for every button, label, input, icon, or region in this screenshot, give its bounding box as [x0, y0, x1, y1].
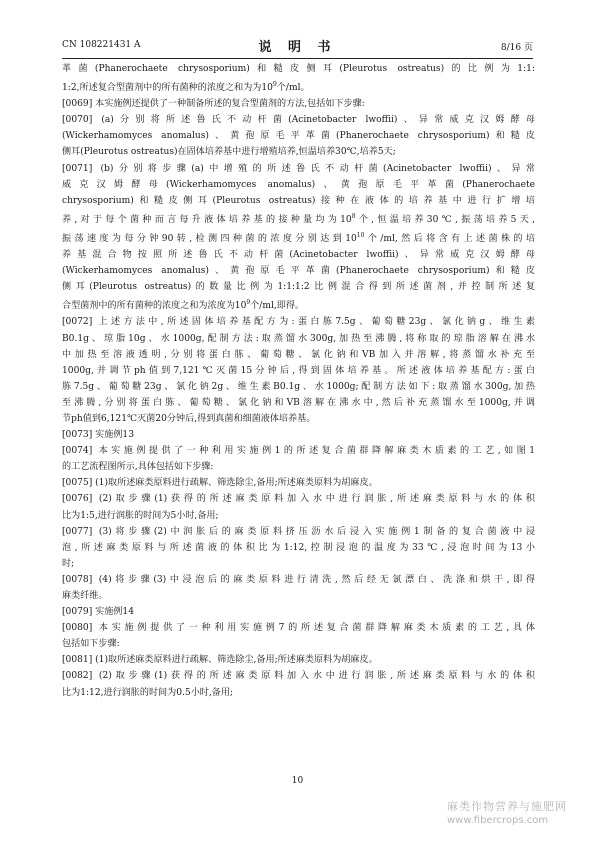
line-text: 胨7.5g、葡萄糖23g、氯化钠2g、维生素B0.1g、水1000g;配制方法如下:取蒸馏水300g,加热 — [62, 381, 535, 392]
line-text: [0073] 实施例13 — [62, 430, 134, 441]
line-text: 威克汉姆酵母(Wickerhamomyces anomalus)、黄孢原毛平革菌(Phanerochaete — [62, 179, 535, 190]
header-divider — [62, 58, 533, 59]
text-line — [62, 620, 535, 636]
line-text-continued: 个/ml。 — [276, 83, 310, 94]
superscript-exponent: 9 — [246, 299, 251, 307]
text-line — [62, 556, 535, 572]
text-line — [62, 177, 535, 193]
text-line — [62, 379, 535, 395]
line-text: [0082] (2)取步骤(1)获得的所述麻类原料加入水中进行润胀,所述麻类原料与水的体积 — [62, 671, 535, 682]
line-text: 侧耳(Pleurotus ostreatus)在固体培养基中进行增殖培养,恒温培养30℃,培养5天; — [62, 147, 396, 158]
text-line — [62, 247, 535, 263]
text-line — [62, 588, 535, 604]
line-text: B0.1g、琼脂10g、水1000g,配制方法:取蒸馏水300g,加热至沸腾,将称取的琼脂溶解在沸水 — [62, 333, 535, 344]
line-text: 革菌(Phanerochaete chrysosporium)和糙皮侧耳(Pleurotus ostreatus)的比例为1:1: — [62, 64, 535, 74]
line-text: (Wickerhamomyces anomalus)、黄孢原毛平革菌(Phanerochaete chrysosporium)和糙皮 — [62, 131, 535, 142]
line-text-continued: 个,恒温培养30℃,振荡培养5天, — [355, 214, 535, 225]
text-line — [62, 508, 535, 524]
superscript-exponent: 9 — [272, 81, 277, 89]
line-text: [0077] (3)将步骤(2)中润胀后的麻类原料挤压沥水后浸入实施例1制备的复合菌液中浸 — [62, 526, 535, 537]
text-line — [62, 652, 535, 668]
line-text: [0078] (4)将步骤(3)中浸泡后的麻类原料进行清洗,然后经无氯漂白、洗涤和烘干,即得 — [62, 574, 535, 585]
line-text: [0072] 上述方法中,所述固体培养基配方为:蛋白胨7.5g、葡萄糖23g、氯化钠g、维生素 — [62, 317, 535, 328]
text-line — [62, 314, 535, 330]
text-line — [62, 475, 535, 491]
text-line — [62, 685, 535, 701]
text-line — [62, 209, 535, 228]
text-line — [62, 61, 535, 77]
text-line — [62, 347, 535, 363]
text-line — [62, 411, 535, 427]
line-text: 中加热至溶液透明,分别将蛋白胨、葡萄糖、氯化钠和VB加入并溶解,将蒸馏水补充至 — [62, 349, 535, 360]
line-text: [0081] (1)取所述麻类原料进行疏解、筛选除尘,备用;所述麻类原料为胡麻皮。 — [62, 655, 378, 666]
page-count: 8/16 页 — [500, 43, 533, 53]
text-line — [62, 604, 535, 620]
text-line — [62, 193, 535, 209]
watermark — [447, 800, 593, 828]
line-text: 泡,所述麻类原料与所述菌液的体积比为1:12,控制浸泡的温度为33℃,浸泡时间为13小 — [62, 542, 535, 553]
line-text: 振荡速度为每分钟90转,检测四种菌的浓度分别达到10 — [62, 233, 357, 244]
line-text: [0074] 本实施例提供了一种利用实施例1的所述复合菌群降解麻类木质素的工艺,如图1 — [62, 446, 535, 457]
line-text: [0075] (1)取所述麻类原料进行疏解、筛选除尘,备用;所述麻类原料为胡麻皮。 — [62, 478, 378, 489]
watermark-site-name: 麻类作物营养与施肥网 — [447, 800, 567, 813]
text-line — [62, 144, 535, 160]
line-text: chrysosporium)和糙皮侧耳(Pleurotus ostreatus)接种在液体的培养基中进行扩增培 — [62, 195, 535, 206]
line-text: [0080] 本实施例提供了一种利用实施例7的所述复合菌群降解麻类木质素的工艺,具体 — [62, 623, 535, 634]
line-text: [0076] (2)取步骤(1)获得的所述麻类原料加入水中进行润胀,所述麻类原料与水的体积 — [62, 494, 535, 505]
text-line — [62, 443, 535, 459]
document-body — [62, 61, 535, 701]
text-line — [62, 572, 535, 588]
superscript-exponent: 10 — [356, 231, 365, 239]
page-header — [62, 36, 533, 56]
text-line — [62, 161, 535, 177]
superscript-exponent: 8 — [351, 212, 356, 220]
text-line — [62, 228, 535, 247]
line-text-continued: 个/ml,然后将含有上述菌株的培 — [364, 233, 535, 244]
text-line — [62, 112, 535, 128]
text-line — [62, 524, 535, 540]
line-text: 比为1:12,进行润胀的时间为0.5小时,备用; — [62, 687, 234, 698]
text-line — [62, 331, 535, 347]
line-text: 1000g,并调节ph值到7,121℃灭菌15分钟后,得到固体培养基。所述液体培养基配方:蛋白 — [62, 365, 535, 376]
line-text: [0071] (b)分别将步骤(a)中增殖的所述鲁氏不动杆菌(Acinetobacter lwoffii)、异常 — [62, 163, 535, 174]
text-line — [62, 636, 535, 652]
line-text: 合型菌剂中的所有菌种的浓度之和为浓度为10 — [62, 301, 247, 312]
line-text: 1:2,所述复合型菌剂中的所有菌种的浓度之和为为10 — [62, 83, 273, 94]
line-text: 节ph值到6,121℃灭菌20分钟后,得到真菌和细菌液体培养基。 — [62, 413, 316, 424]
line-text: 时; — [62, 558, 75, 569]
watermark-url: www.fibercrops.com — [447, 815, 549, 826]
page-number: 10 — [291, 776, 304, 786]
line-text: 至沸腾,分别将蛋白胨、葡萄糖、氯化钠和VB溶解在沸水中,然后补充蒸馏水至1000g,并调 — [62, 397, 535, 408]
text-line — [62, 540, 535, 556]
line-text: [0070] (a)分别将所述鲁氏不动杆菌(Acinetobacter lwoffii)、异常威克汉姆酵母 — [62, 115, 535, 126]
text-line — [62, 96, 535, 112]
line-text: 侧耳(Pleurotus ostreatus)的数量比例为1:1:1:2比例混合得到所述菌剂,并控制所述复 — [62, 282, 535, 293]
text-line — [62, 279, 535, 295]
line-text: 养基混合物按照所述鲁氏不动杆菌(Acinetobacter lwoffii)、异常威克汉姆酵母 — [62, 250, 535, 261]
text-line — [62, 77, 535, 96]
text-line — [62, 395, 535, 411]
line-text: 包括如下步骤: — [62, 639, 120, 650]
line-text: 养,对于每个菌种而言每升液体培养基的接种量均为10 — [62, 214, 352, 225]
line-text: [0069] 本实施例还提供了一种制备所述的复合型菌剂的方法,包括如下步骤: — [62, 99, 365, 110]
text-line — [62, 459, 535, 475]
text-line — [62, 427, 535, 443]
text-line — [62, 263, 535, 279]
line-text: 的工艺流程图所示,具体包括如下步骤: — [62, 462, 214, 473]
document-title: 说 明 书 — [258, 40, 337, 55]
text-line — [62, 363, 535, 379]
text-line — [62, 128, 535, 144]
text-line — [62, 295, 535, 314]
line-text-continued: 个/ml,即得。 — [250, 301, 305, 312]
line-text: 比为1:5,进行润胀的时间为5小时,备用; — [62, 510, 219, 521]
text-line — [62, 491, 535, 507]
text-line — [62, 668, 535, 684]
line-text: [0079] 实施例14 — [62, 607, 134, 618]
patent-number: CN 108221431 A — [62, 40, 141, 50]
line-text: 麻类纤维。 — [62, 591, 108, 601]
line-text: (Wickerhamomyces anomalus)、黄孢原毛平革菌(Phanerochaete chrysosporium)和糙皮 — [62, 266, 535, 277]
